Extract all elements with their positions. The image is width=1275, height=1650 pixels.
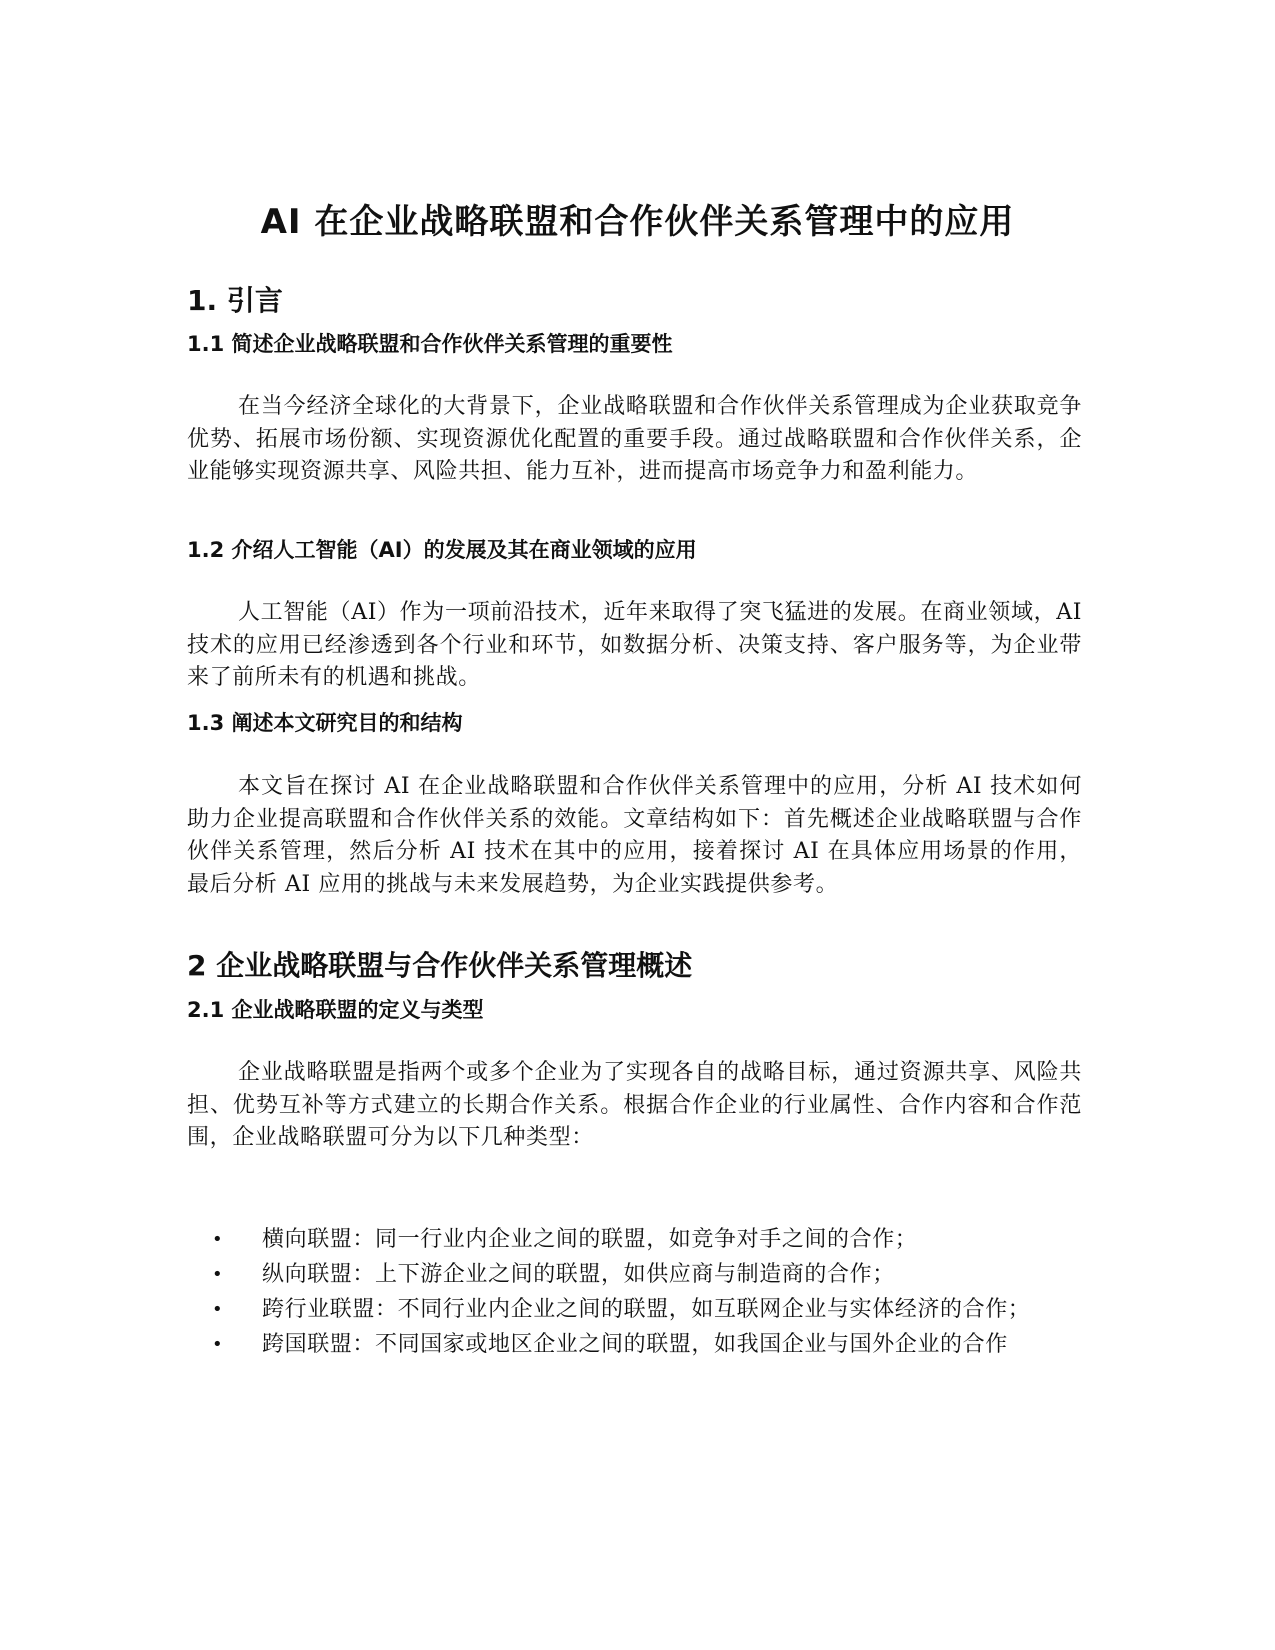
list-item — [187, 1222, 1082, 1257]
paragraph-1-3: 本文旨在探讨 AI 在企业战略联盟和合作伙伴关系管理中的应用，分析 AI 技术如何助力企业提高联盟和合作伙伴关系的效能。文章结构如下：首先概述企业战略联盟与合作伙伴关系管理，然后分析 AI 技术在其中的应用，接着探讨 AI 在具体应用场景的作用，最后分析 AI 应用的挑战与未来发展趋势，为企业实践提供参考。 — [187, 774, 1082, 897]
bullet-icon: • — [212, 1229, 224, 1250]
subsection-heading-1-2: 1.2 介绍人工智能（AI）的发展及其在商业领域的应用 — [187, 538, 697, 562]
list-item-text: 跨行业联盟：不同行业内企业之间的联盟，如互联网企业与实体经济的合作； — [262, 1297, 1031, 1322]
bullet-icon: • — [212, 1299, 224, 1320]
list-item-text: 纵向联盟：上下游企业之间的联盟，如供应商与制造商的合作； — [262, 1262, 895, 1287]
list-item — [187, 1292, 1082, 1327]
subsection-heading-2-1: 2.1 企业战略联盟的定义与类型 — [187, 998, 484, 1022]
list-item-text: 横向联盟：同一行业内企业之间的联盟，如竞争对手之间的合作； — [262, 1227, 918, 1252]
subsection-heading-1-3: 1.3 阐述本文研究目的和结构 — [187, 711, 463, 735]
list-item — [187, 1257, 1082, 1292]
list-item — [187, 1327, 1082, 1362]
paragraph-2-1: 企业战略联盟是指两个或多个企业为了实现各自的战略目标，通过资源共享、风险共担、优势互补等方式建立的长期合作关系。根据合作企业的行业属性、合作内容和合作范围，企业战略联盟可分为以下几种类型： — [187, 1060, 1082, 1150]
section-heading-overview: 2 企业战略联盟与合作伙伴关系管理概述 — [187, 949, 693, 982]
bullet-icon: • — [212, 1264, 224, 1285]
subsection-heading-1-1: 1.1 简述企业战略联盟和合作伙伴关系管理的重要性 — [187, 332, 673, 356]
bullet-icon: • — [212, 1334, 224, 1355]
list-item-text: 跨国联盟：不同国家或地区企业之间的联盟，如我国企业与国外企业的合作 — [262, 1332, 1008, 1357]
document-title: AI 在企业战略联盟和合作伙伴关系管理中的应用 — [260, 202, 1015, 242]
section-heading-introduction: 1. 引言 — [187, 284, 283, 317]
paragraph-1-2: 人工智能（AI）作为一项前沿技术，近年来取得了突飞猛进的发展。在商业领域，AI 技术的应用已经渗透到各个行业和环节，如数据分析、决策支持、客户服务等，为企业带来了前所未有的机遇和挑战。 — [187, 600, 1082, 690]
paragraph-1-1: 在当今经济全球化的大背景下，企业战略联盟和合作伙伴关系管理成为企业获取竞争优势、拓展市场份额、实现资源优化配置的重要手段。通过战略联盟和合作伙伴关系，企业能够实现资源共享、风险共担、能力互补，进而提高市场竞争力和盈利能力。 — [187, 394, 1082, 484]
alliance-type-list — [187, 1222, 1082, 1362]
